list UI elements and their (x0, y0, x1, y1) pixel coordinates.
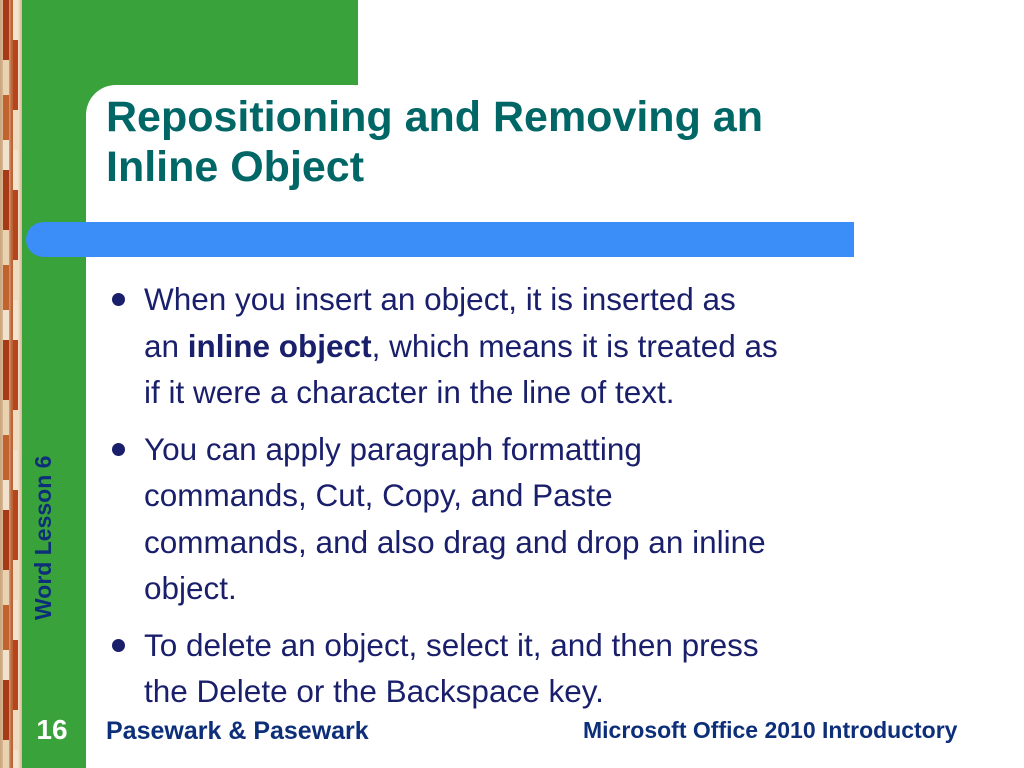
bullet-dot-icon (112, 443, 125, 456)
footer-course: Microsoft Office 2010 Introductory (583, 717, 958, 743)
page-number: 16 (26, 710, 78, 750)
slide-title: Repositioning and Removing an Inline Object (106, 93, 763, 191)
bullet-dot-icon (112, 293, 125, 306)
bullet-item: To delete an object, select it, and then press the Delete or the Backspace key. (104, 622, 984, 715)
footer-author: Pasewark & Pasewark (106, 717, 369, 745)
bullet-item: You can apply paragraph formatting commands, Cut, Copy, and Paste commands, and also drag and drop an inline object. (104, 426, 984, 612)
bullet-list (104, 276, 984, 725)
bold-term: inline object (187, 327, 372, 364)
lesson-side-label: Word Lesson 6 (30, 455, 56, 620)
bullet-dot-icon (112, 639, 125, 652)
decorative-photo-strip (0, 0, 22, 768)
title-underline-bar (26, 222, 854, 257)
bullet-item: When you insert an object, it is inserted as an inline object, which means it is treated as if it were a character in the line of text. (104, 276, 984, 416)
